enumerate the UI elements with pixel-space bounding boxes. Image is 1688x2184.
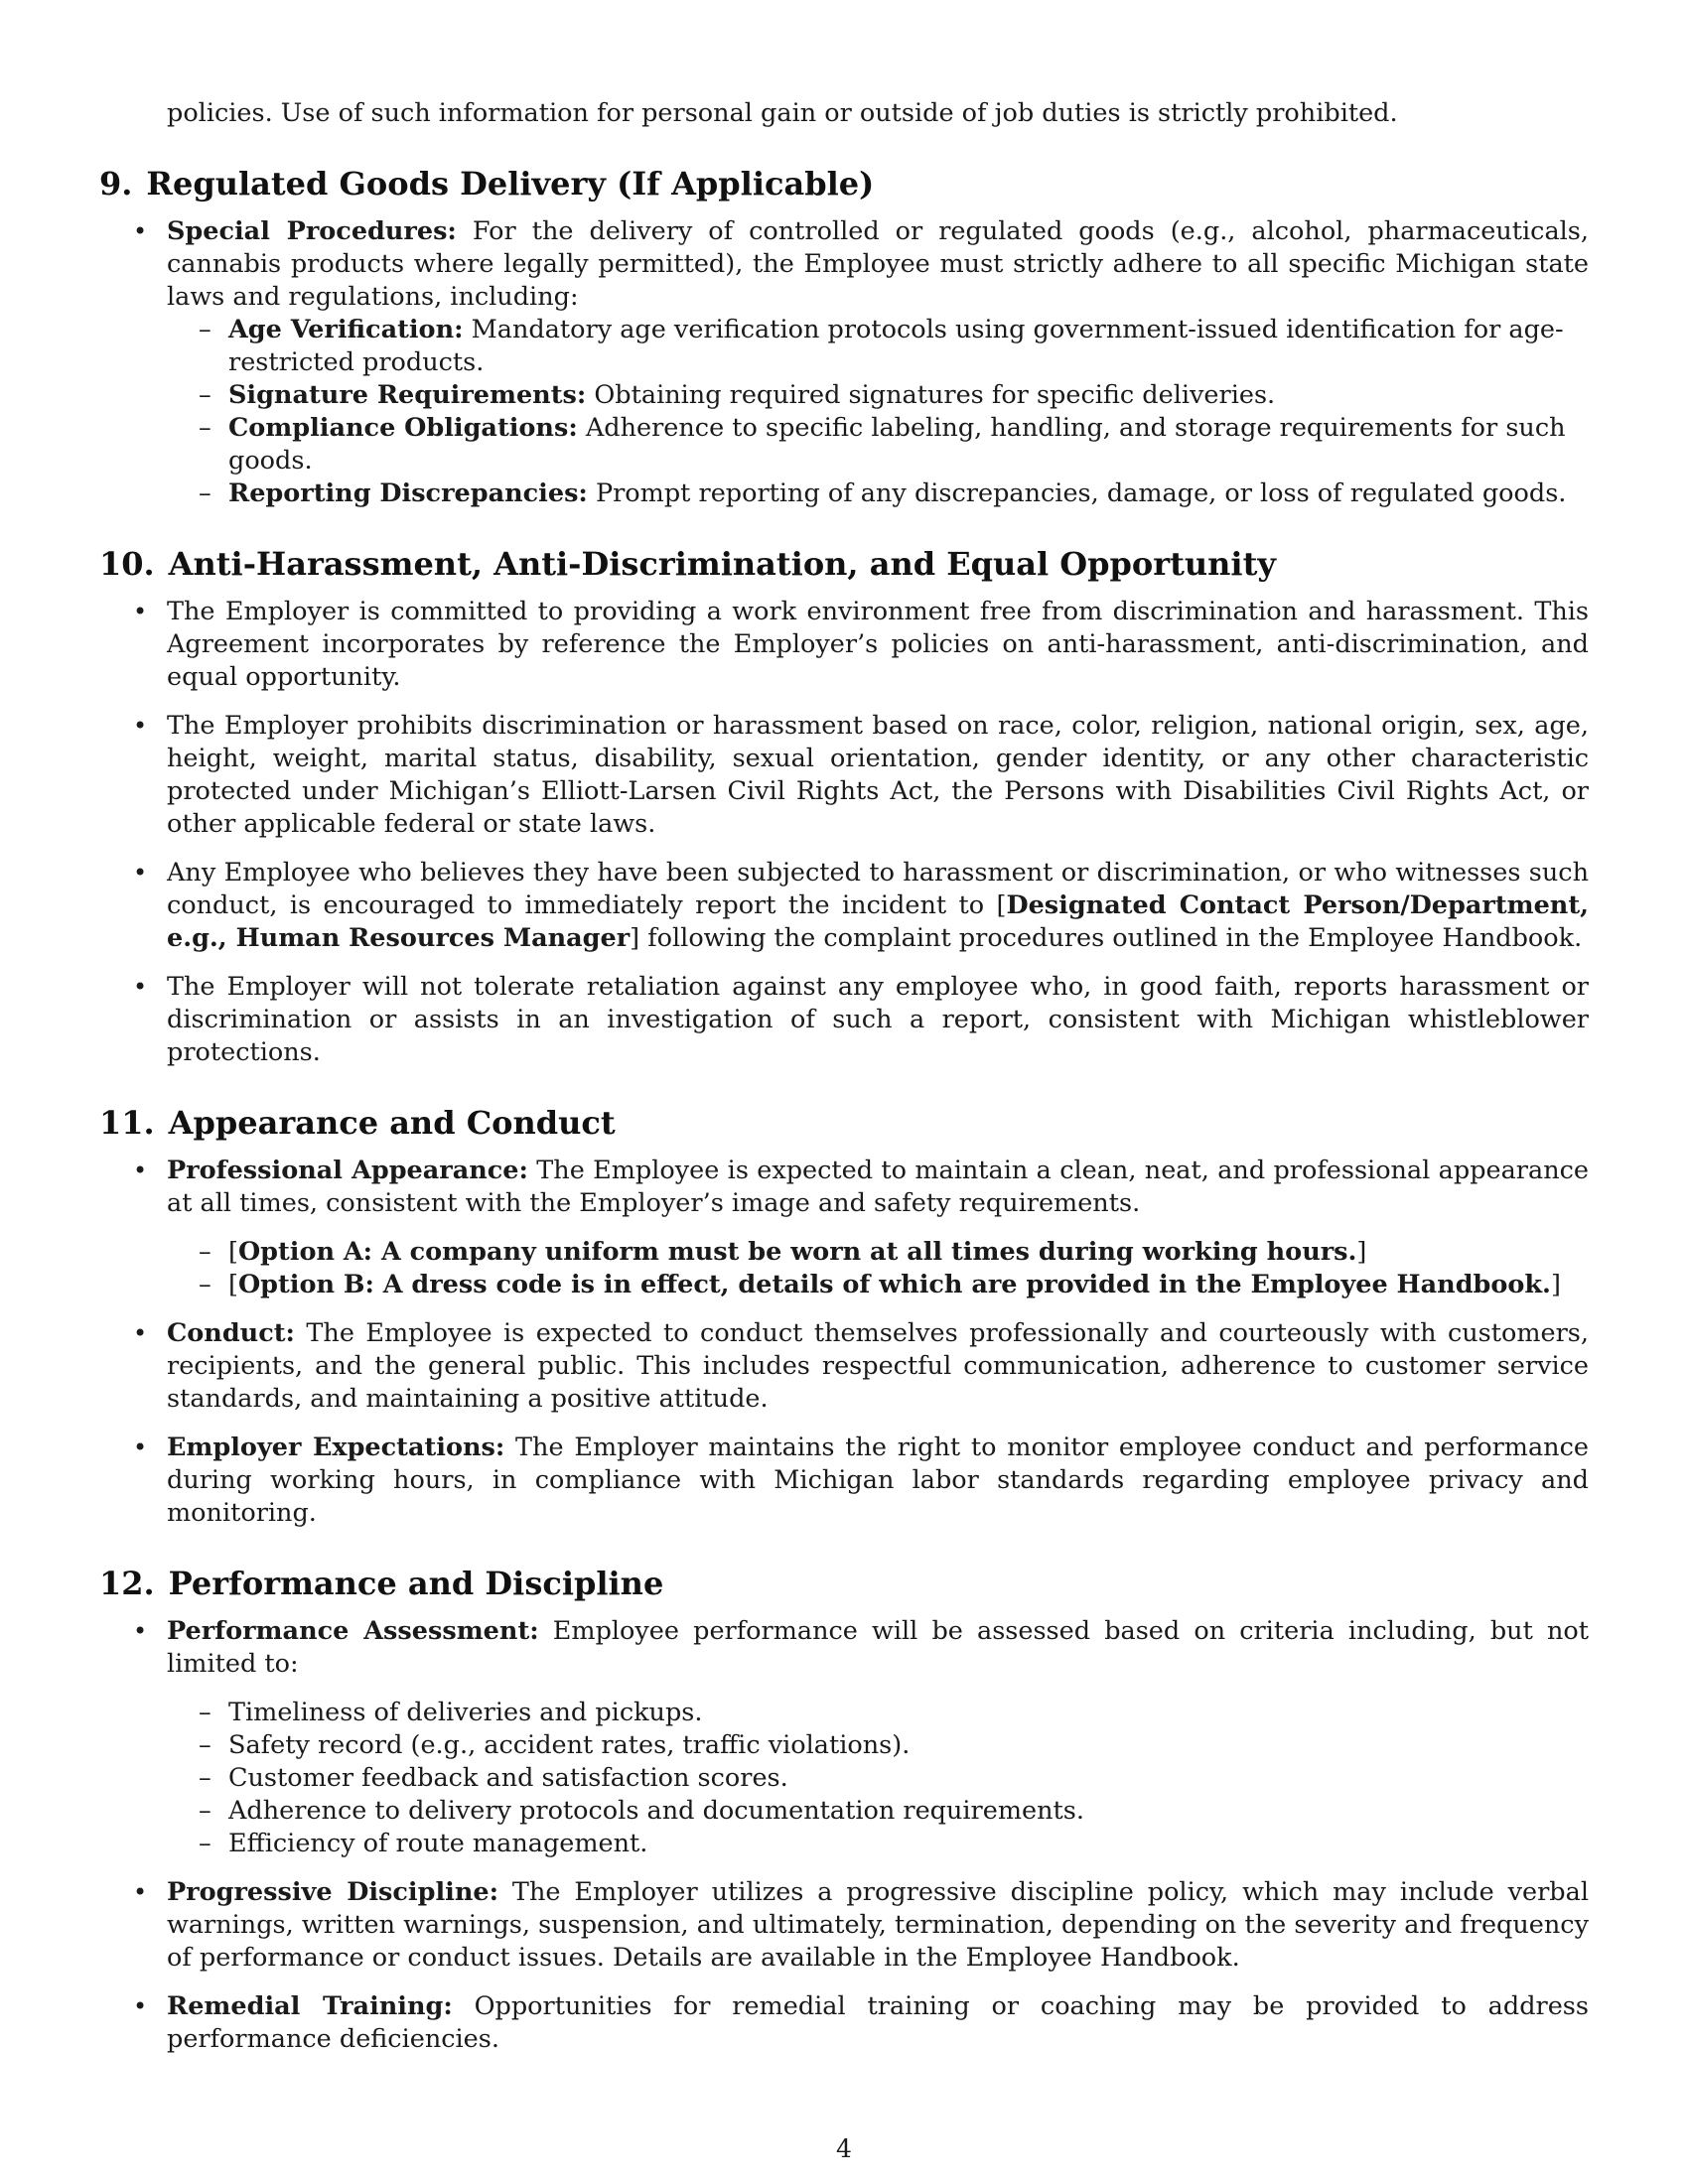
sub-item-label: Age Verification: (228, 315, 464, 344)
sub-item (167, 1269, 1589, 1301)
sub-item (167, 478, 1589, 510)
bullet-label: Special Procedures: (167, 216, 457, 246)
bullet-text: The Employer maintains the right to monitor employee conduct and performance during working hours, in compliance with Michigan labor standards regarding employee privacy and monitoring. (167, 1433, 1589, 1528)
section-title: Performance and Discipline (168, 1565, 664, 1602)
bullet-text: The Employee is expected to maintain a clean, neat, and professional appearance at all times, consistent with the Employer’s image and safety requirements. (167, 1156, 1589, 1218)
section-number: 10. (99, 545, 155, 583)
continued-paragraph: policies. Use of such information for personal gain or outside of job duties is strictly prohibited. (167, 98, 1398, 128)
bullet-item (99, 1615, 1589, 1860)
bullet-text: For the delivery of controlled or regulated goods (e.g., alcohol, pharmaceuticals, cannabis products where legally permitted), the Employee must strictly adhere to all specific Michigan state laws and regulations, including: (167, 216, 1590, 312)
section-number: 9. (99, 165, 133, 203)
bullet-text: The Employee is expected to conduct themselves professionally and courteously with customers, recipients, and the general public. This includes respectful communication, adherence to customer service standards, and maintaining a positive attitude. (167, 1318, 1589, 1414)
sub-item-label: Signature Requirements: (228, 380, 587, 410)
option-text: Option A: A company uniform must be worn at all times during working hours. (237, 1237, 1357, 1267)
placeholder-contact: Designated Contact Person/Department, e.g., Human Resources Manager (167, 890, 1589, 953)
section-title: Appearance and Conduct (168, 1104, 616, 1142)
sub-item-label: Reporting Discrepancies: (228, 478, 588, 508)
bracket: [ (228, 1270, 238, 1299)
sub-list (167, 1236, 1589, 1301)
bullet-text: The Employer utilizes a progressive discipline policy, which may include verbal warnings, written warnings, suspension, and ultimately, termination, depending on the severity and frequency of performance or conduct issues. Details are available in the Employee Handbook. (167, 1877, 1589, 1973)
section-heading-11 (99, 1103, 1589, 1143)
section-number: 11. (99, 1104, 155, 1142)
sub-list (167, 1697, 1589, 1860)
sub-item-text: Adherence to specific labeling, handling, and storage requirements for such goods. (228, 413, 1566, 476)
bullet-label: Conduct: (167, 1318, 295, 1348)
section-heading-9 (99, 164, 1589, 204)
bullet-item (99, 1317, 1589, 1416)
bullet-item (99, 1990, 1589, 2056)
section-heading-10 (99, 544, 1589, 584)
bullet-label: Progressive Discipline: (167, 1877, 498, 1907)
option-text: Option B: A dress code is in effect, details of which are provided in the Employee Handbook. (237, 1270, 1551, 1299)
section-title: Regulated Goods Delivery (If Applicable) (146, 165, 875, 203)
bullet-text: ] following the complaint procedures outlined in the Employee Handbook. (630, 923, 1583, 953)
sub-item (167, 1236, 1589, 1269)
sub-item: – Timeliness of deliveries and pickups. (167, 1697, 1589, 1729)
page-number: 4 (836, 2134, 852, 2163)
bracket: ] (1356, 1237, 1367, 1267)
section-number: 12. (99, 1565, 155, 1602)
bullet-item: • The Employer will not tolerate retaliation against any employee who, in good faith, reports harassment or discrimination or assists in an investigation of such a report, consistent with Michigan whistleblower protections. (99, 971, 1589, 1069)
bullet-list (99, 215, 1589, 510)
section-title: Anti-Harassment, Anti-Discrimination, and Equal Opportunity (168, 545, 1276, 583)
bullet-list (99, 1155, 1589, 1530)
sub-item-label: Compliance Obligations: (228, 413, 578, 443)
sub-item-text: Mandatory age verification protocols using government-issued identification for age-restricted products. (228, 315, 1564, 377)
sub-item (167, 379, 1589, 412)
sub-item-text: Prompt reporting of any discrepancies, damage, or loss of regulated goods. (587, 478, 1567, 508)
bullet-list (99, 1615, 1589, 2056)
page-content (99, 97, 1589, 2072)
sub-list (167, 314, 1589, 510)
bullet-text: Opportunities for remedial training or coaching may be provided to address performance deficiencies. (167, 1991, 1589, 2054)
bullet-item (99, 857, 1589, 955)
bullet-item (99, 1876, 1589, 1975)
bullet-item: • The Employer prohibits discrimination or harassment based on race, color, religion, national origin, sex, age, height, weight, marital status, disability, sexual orientation, gender identity, or any other characteristic protected under Michigan’s Elliott-Larsen Civil Rights Act, the Persons with Disabilities Civil Rights Act, or other applicable federal or state laws. (99, 710, 1589, 841)
bullet-list (99, 596, 1589, 1069)
bullet-item (99, 1155, 1589, 1301)
bracket: [ (228, 1237, 238, 1267)
bullet-label: Employer Expectations: (167, 1433, 505, 1462)
bullet-item: • The Employer is committed to providing a work environment free from discrimination and harassment. This Agreement incorporates by reference the Employer’s policies on anti-harassment, anti-discrimination, and equal opportunity. (99, 596, 1589, 694)
sub-item (167, 314, 1589, 379)
bullet-label: Performance Assessment: (167, 1616, 539, 1646)
sub-item-text: Obtaining required signatures for specific deliveries. (586, 380, 1276, 410)
bracket: ] (1550, 1270, 1561, 1299)
bullet-item (99, 1432, 1589, 1530)
bullet-label: Professional Appearance: (167, 1156, 528, 1185)
bullet-label: Remedial Training: (167, 1991, 453, 2021)
sub-item: – Efficiency of route management. (167, 1828, 1589, 1860)
bullet-text: Any Employee who believes they have been subjected to harassment or discrimination, or who witnesses such conduct, is encouraged to immediately report the incident to [ (167, 858, 1589, 920)
sub-item: – Adherence to delivery protocols and documentation requirements. (167, 1795, 1589, 1828)
section-heading-12 (99, 1564, 1589, 1603)
sub-item: – Customer feedback and satisfaction scores. (167, 1762, 1589, 1795)
sub-item (167, 412, 1589, 478)
sub-item: – Safety record (e.g., accident rates, traffic violations). (167, 1729, 1589, 1762)
bullet-text: Employee performance will be assessed based on criteria including, but not limited to: (167, 1616, 1589, 1679)
bullet-item (99, 215, 1589, 510)
